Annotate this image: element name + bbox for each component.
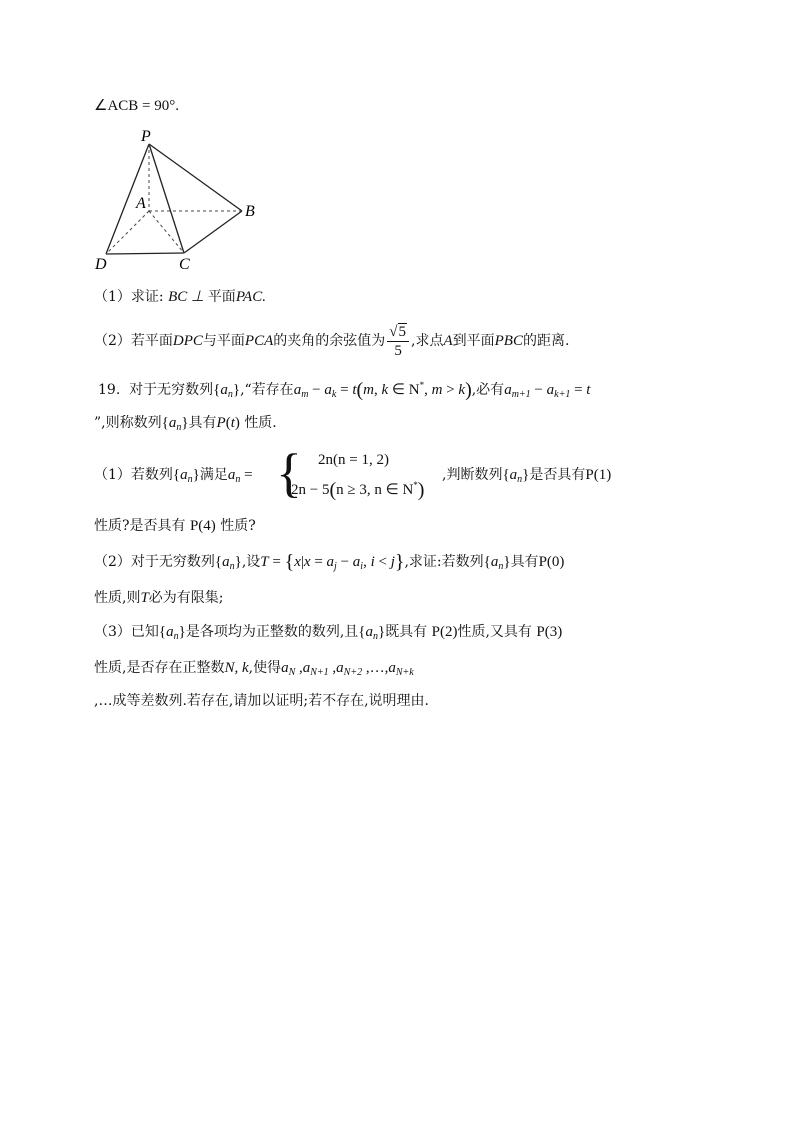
edge-AD — [106, 211, 149, 254]
piecewise-brace: { — [276, 443, 302, 503]
q19-part3-line2: 性质,是否存在正整数N, k,使得$a_N$ $,a_{N+1}$ $,a_{N+2}$ $,\dots,a_{N+k}$ — [94, 660, 414, 678]
q19-line2: ”,则称数列$\{a_n\}$具有P(t) 性质. — [94, 415, 277, 433]
piecewise-case2: 2n − 5(n ≥ 3, n ∈ N*) — [291, 479, 425, 501]
q19-part1-line2: 性质?是否具有 P(4) 性质? — [94, 518, 256, 534]
label-D: D — [95, 256, 107, 271]
label-A: A — [136, 195, 146, 212]
edge-CB — [184, 211, 242, 253]
q18-part1: （1）求证: BC ⊥ 平面PAC. — [94, 289, 266, 305]
angle-acb-text: ∠ACB = 90°. — [94, 98, 179, 114]
q19-part2-line2: 性质,则T必为有限集; — [94, 590, 224, 606]
label-C: C — [179, 256, 190, 271]
q19-part3-line3: ,…成等差数列.若存在,请加以证明;若不存在,说明理由. — [94, 693, 429, 709]
q19-part2-line1: （2）对于无穷数列$\{a_n\}$,设$T = \{x|x = a_j - a_i$, i < j},求证:若数列$\{a_n\}$具有P(0) — [94, 551, 565, 573]
question-number: 19. — [98, 382, 121, 398]
cos-fraction: $\frac{√5}{5}$ — [387, 323, 409, 360]
q18-part2: （2）若平面DPC与平面PCA的夹角的余弦值为 $\frac{√5}{5}$ ,求点A到平面PBC的距离. — [94, 323, 570, 359]
label-B: B — [245, 203, 255, 220]
q19-line1: 19. 对于无穷数列$\{a_n\},“$若存在$a_m - a_k = t(m$, k ∈ N*, m > k),必有$a_{m+1} - a_{k+1} = t$ — [98, 379, 591, 401]
q19-part1-judge: ,判断数列$\{a_n\}$是否具有P(1) — [442, 467, 612, 485]
label-P: P — [141, 128, 151, 145]
intro-angle-line — [94, 96, 179, 116]
piecewise-case1: 2n(n = 1, 2) — [318, 452, 389, 468]
pyramid-figure — [92, 126, 282, 271]
q19-part3-line1: （3）已知$\{a_n\}$是各项均为正整数的数列,且$\{a_n\}$既具有 P(2)性质,又具有 P(3) — [94, 624, 563, 642]
edge-DC — [106, 253, 184, 254]
q19-part1-line1: （1）若数列$\{a_n\}$满足$a_n$ = — [94, 467, 253, 485]
edge-PB — [149, 144, 242, 211]
edge-PC — [149, 144, 184, 253]
edge-AC — [149, 211, 184, 253]
